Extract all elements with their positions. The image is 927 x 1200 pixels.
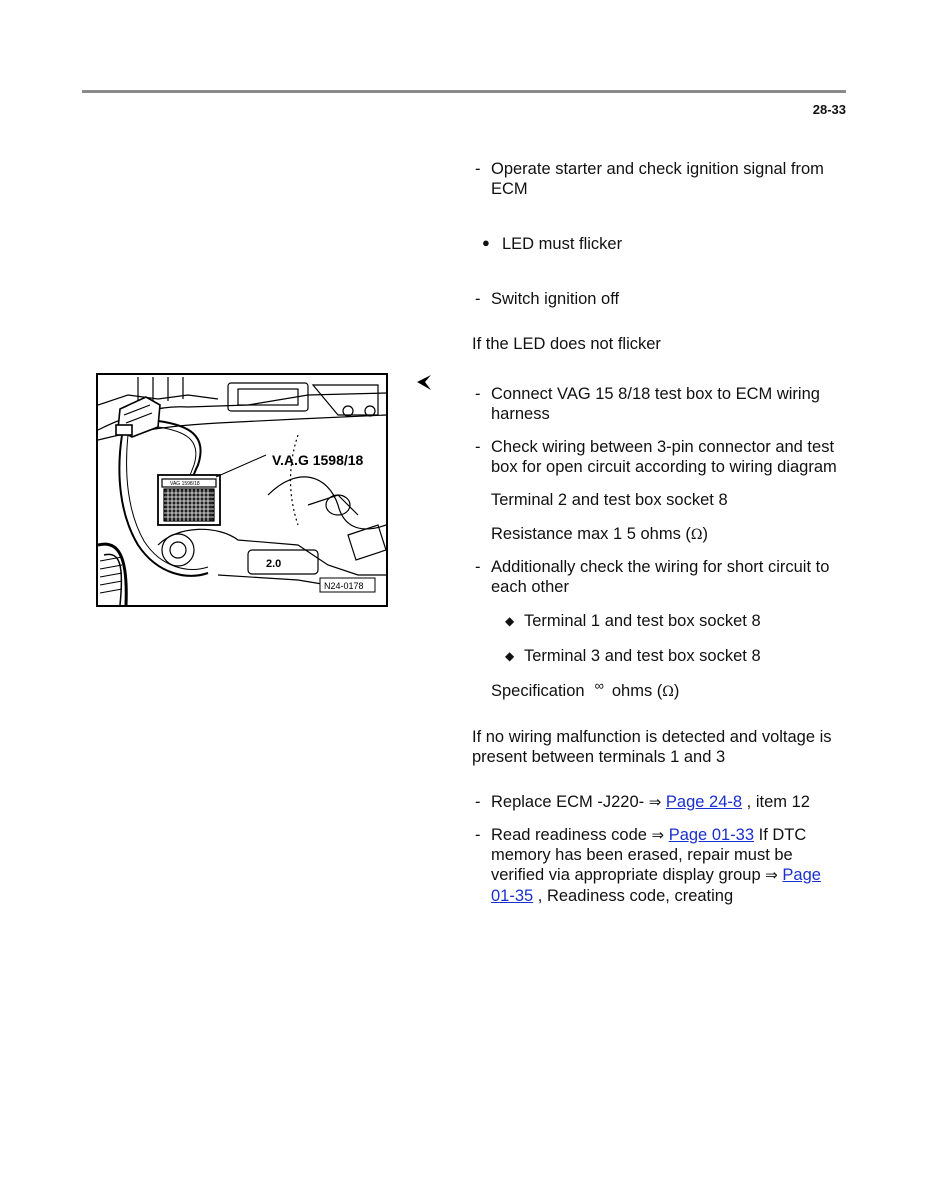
- step-4-resistance: Resistance max 1 5 ohms (Ω): [491, 525, 709, 543]
- step-4-terminal: Terminal 2 and test box socket 8: [491, 491, 728, 509]
- condition-2-line-2: present between terminals 1 and 3: [472, 748, 726, 766]
- step-dash: -: [475, 438, 481, 456]
- step-5-line-2: each other: [491, 578, 569, 596]
- specification: Specification ∞ ohms (Ω): [491, 678, 680, 700]
- tool-label: V.A.G 1598/18: [272, 452, 364, 468]
- box-label: VAG 1598/18: [170, 481, 200, 487]
- step-3-line-2: harness: [491, 405, 550, 423]
- step-5-item-1: Terminal 1 and test box socket 8: [524, 612, 761, 630]
- ohm-symbol: Ω: [662, 684, 674, 700]
- arrow-right-icon: ⇒: [765, 867, 778, 884]
- step-1-line-1: Operate starter and check ignition signal from: [491, 160, 824, 178]
- condition-1: If the LED does not flicker: [472, 335, 661, 353]
- link-page-01-33[interactable]: Page 01-33: [668, 826, 755, 844]
- step-dash: -: [475, 290, 481, 308]
- step-dash: -: [475, 793, 481, 811]
- step-1-result: LED must flicker: [502, 235, 623, 253]
- engine-mark: 2.0: [266, 558, 282, 570]
- arrow-right-icon: ⇒: [651, 827, 665, 844]
- condition-2-line-1: If no wiring malfunction is detected and voltage is: [472, 728, 832, 746]
- link-page-01-35-part-1[interactable]: Page: [782, 866, 821, 884]
- bullet-dot-icon: ●: [482, 235, 490, 250]
- step-4-line-2: box for open circuit according to wiring diagram: [491, 458, 837, 476]
- link-page-01-35-part-2[interactable]: 01-35: [491, 887, 534, 905]
- step-7-line-1: Read readiness code ⇒ Page 01-33 If DTC: [491, 826, 807, 844]
- arrow-right-icon: ⇒: [648, 794, 662, 811]
- step-dash: -: [475, 160, 481, 178]
- page-number: 28-33: [812, 102, 846, 117]
- step-7-line-3: verified via appropriate display group ⇒ Page: [491, 866, 821, 884]
- step-4-line-1: Check wiring between 3-pin connector and test: [491, 438, 835, 456]
- diamond-bullet-icon: ◆: [505, 649, 515, 663]
- step-7-line-2: memory has been erased, repair must be: [491, 846, 793, 864]
- step-dash: -: [475, 826, 481, 844]
- step-7-line-4: 01-35 , Readiness code, creating: [491, 887, 734, 905]
- step-5-item-2: Terminal 3 and test box socket 8: [524, 647, 761, 665]
- diamond-bullet-icon: ◆: [505, 614, 515, 628]
- step-6: Replace ECM -J220- ⇒ Page 24-8 , item 12: [491, 793, 810, 811]
- infinity-symbol: ∞: [594, 678, 604, 693]
- ohm-symbol: Ω: [690, 527, 703, 543]
- step-5-line-1: Additionally check the wiring for short circuit to: [491, 558, 830, 576]
- step-2: Switch ignition off: [491, 290, 620, 308]
- figure-id: N24-0178: [324, 581, 364, 591]
- step-3-line-1: Connect VAG 15 8/18 test box to ECM wiring: [491, 385, 820, 403]
- link-page-24-8[interactable]: Page 24-8: [665, 793, 743, 811]
- step-1-line-2: ECM: [491, 180, 528, 198]
- step-dash: -: [475, 558, 481, 576]
- step-dash: -: [475, 385, 481, 403]
